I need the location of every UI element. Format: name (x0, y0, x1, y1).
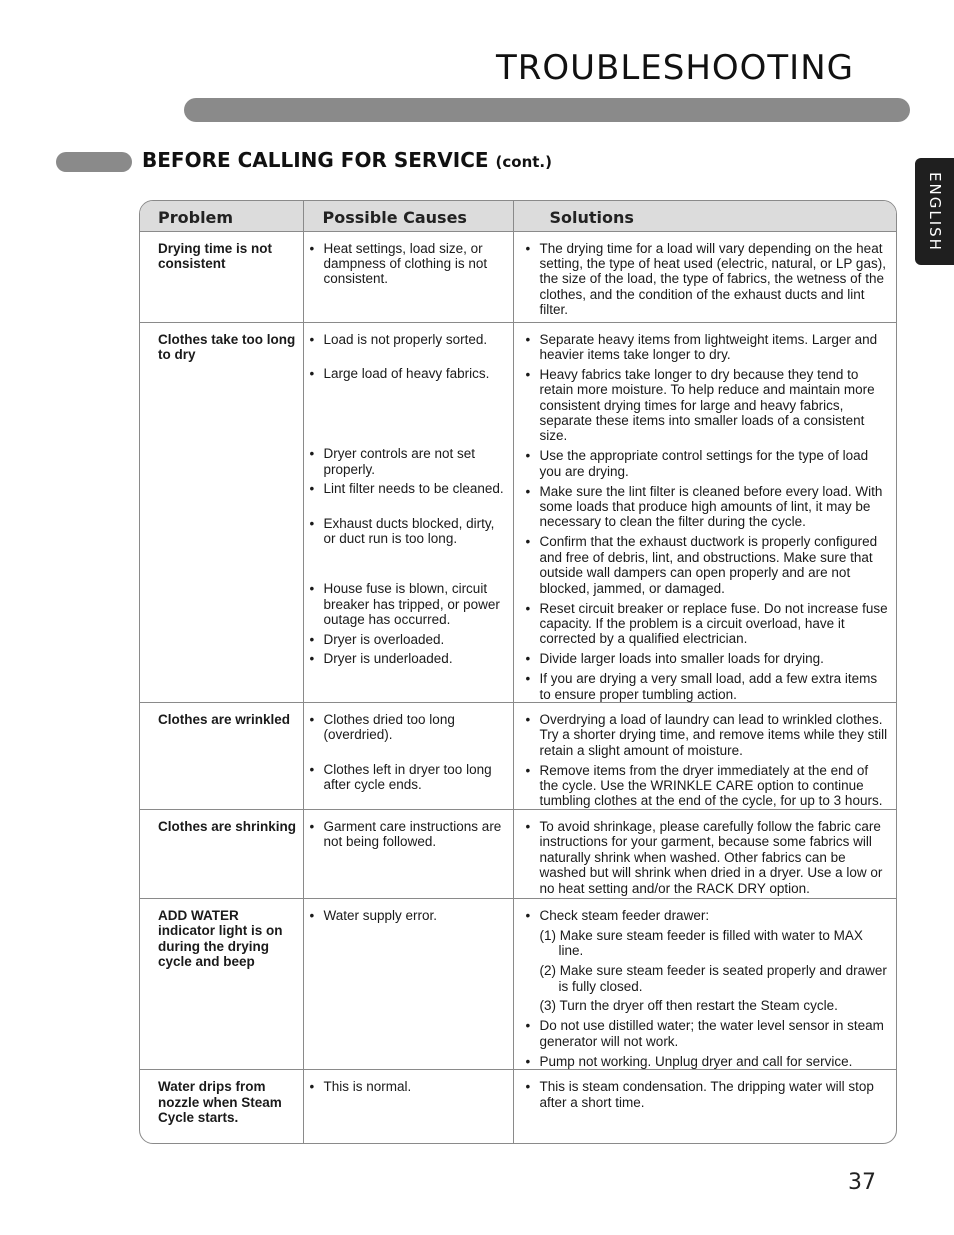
table-row (140, 322, 897, 702)
causes-cell (303, 322, 513, 702)
solution-item: • Reset circuit breaker or replace fuse. Do not increase fuse capacity. If the problem is a circuit overload, have it corrected by a qualified electrician. (526, 601, 889, 647)
solutions-cell (513, 809, 897, 898)
causes-cell (303, 809, 513, 898)
solution-step (526, 963, 889, 994)
solution-item: • Check steam feeder drawer: (526, 908, 889, 923)
solutions-cell (513, 1070, 897, 1144)
troubleshooting-table (139, 200, 897, 1144)
cause-item: • Exhaust ducts blocked, dirty, or duct run is too long. (310, 516, 509, 547)
cause-item: • Dryer is overloaded. (310, 632, 509, 647)
solution-item: • Overdrying a load of laundry can lead to wrinkled clothes. Try a shorter drying time, and remove items while they still retain a slight amount of moisture. (526, 712, 889, 758)
cause-item: • Clothes left in dryer too long after cycle ends. (310, 762, 509, 793)
causes-cell (303, 702, 513, 809)
cause-item: • House fuse is blown, circuit breaker has tripped, or power outage has occurred. (310, 581, 509, 627)
solution-step-text: (3) Turn the dryer off then restart the Steam cycle. (539, 998, 838, 1014)
solution-step (526, 928, 889, 959)
title-bar (184, 98, 910, 122)
section-title (142, 148, 552, 172)
problem-cell: ADD WATER indicator light is on during the drying cycle and beep (140, 898, 303, 1069)
table-row (140, 898, 897, 1069)
header-problem: Problem (140, 201, 303, 231)
cause-item: • Lint filter needs to be cleaned. (310, 481, 509, 496)
solution-step-text: (2) Make sure steam feeder is seated properly and drawer is fully closed. (539, 963, 887, 994)
cause-item: • Dryer controls are not set properly. (310, 446, 509, 477)
solution-item: • Divide larger loads into smaller loads for drying. (526, 651, 889, 666)
cause-item: • Water supply error. (310, 908, 509, 923)
solution-step-text: (1) Make sure steam feeder is filled with water to MAX line. (539, 927, 863, 959)
table-row (140, 231, 897, 322)
solution-item: • To avoid shrinkage, please carefully follow the fabric care instructions for your garment, because some fabrics will naturally shrink when washed. Other fabrics can be washed but will shrink when dried in a dryer. Use a low or no heat setting and/or the RACK DRY option. (526, 819, 889, 896)
solution-step (526, 998, 889, 1013)
causes-cell (303, 898, 513, 1069)
page-title: TROUBLESHOOTING (495, 48, 854, 88)
table-header-row (140, 201, 897, 231)
section-title-suffix: (cont.) (495, 153, 552, 171)
cause-item: • Garment care instructions are not being followed. (310, 819, 509, 850)
solution-item: • Do not use distilled water; the water level sensor in steam generator will not work. (526, 1018, 889, 1049)
language-tab (915, 158, 954, 265)
solution-item: • Make sure the lint filter is cleaned before every load. With some loads that produce high amounts of lint, it may be necessary to clean the filter during the cycle. (526, 484, 889, 530)
problem-cell: Clothes are wrinkled (140, 702, 303, 809)
header-possible-causes: Possible Causes (303, 201, 513, 231)
cause-item: • Large load of heavy fabrics. (310, 366, 509, 381)
cause-item: • Load is not properly sorted. (310, 332, 509, 347)
cause-item: • Clothes dried too long (overdried). (310, 712, 509, 743)
solution-item: • Remove items from the dryer immediately at the end of the cycle. Use the WRINKLE CARE option to continue tumbling clothes at the end of the cycle, for up to 3 hours. (526, 763, 889, 809)
problem-cell: Drying time is not consistent (140, 231, 303, 322)
table-row (140, 702, 897, 809)
problem-cell: Clothes are shrinking (140, 809, 303, 898)
cause-item: • Dryer is underloaded. (310, 651, 509, 666)
section-title-text: BEFORE CALLING FOR SERVICE (142, 148, 489, 172)
solution-item: • Use the appropriate control settings for the type of load you are drying. (526, 448, 889, 479)
causes-cell (303, 1070, 513, 1144)
causes-cell (303, 231, 513, 322)
solutions-cell (513, 322, 897, 702)
solution-item: • Separate heavy items from lightweight items. Larger and heavier items take longer to dry. (526, 332, 889, 363)
section-pill (56, 152, 132, 172)
solution-item: • The drying time for a load will vary depending on the heat setting, the type of heat used (electric, natural, or LP gas), the size of the load, the type of fabrics, the wetness of the clothes, and the condition of the exhaust ducts and lint filter. (526, 241, 889, 318)
solution-item: • If you are drying a very small load, add a few extra items to ensure proper tumbling action. (526, 671, 889, 702)
solution-item: • Pump not working. Unplug dryer and call for service. (526, 1054, 889, 1069)
language-tab-label: ENGLISH (925, 171, 944, 252)
header-solutions: Solutions (513, 201, 897, 231)
problem-cell: Water drips from nozzle when Steam Cycle starts. (140, 1070, 303, 1144)
cause-item: • Heat settings, load size, or dampness of clothing is not consistent. (310, 241, 509, 287)
solutions-cell (513, 231, 897, 322)
solution-item: • This is steam condensation. The dripping water will stop after a short time. (526, 1079, 889, 1110)
problem-cell: Clothes take too long to dry (140, 322, 303, 702)
table-row (140, 1070, 897, 1144)
cause-item: • This is normal. (310, 1079, 509, 1094)
page-number: 37 (848, 1170, 876, 1195)
table-row (140, 809, 897, 898)
solution-item: • Heavy fabrics take longer to dry because they tend to retain more moisture. To help reduce and maintain more consistent drying times for large and heavy fabrics, separate these items into smaller loads of a consistent size. (526, 367, 889, 444)
solution-item: • Confirm that the exhaust ductwork is properly configured and free of debris, lint, and obstructions. Make sure that outside wall dampers can open properly and are not blocked, jammed, or damaged. (526, 534, 889, 596)
solutions-cell (513, 898, 897, 1069)
solutions-cell (513, 702, 897, 809)
